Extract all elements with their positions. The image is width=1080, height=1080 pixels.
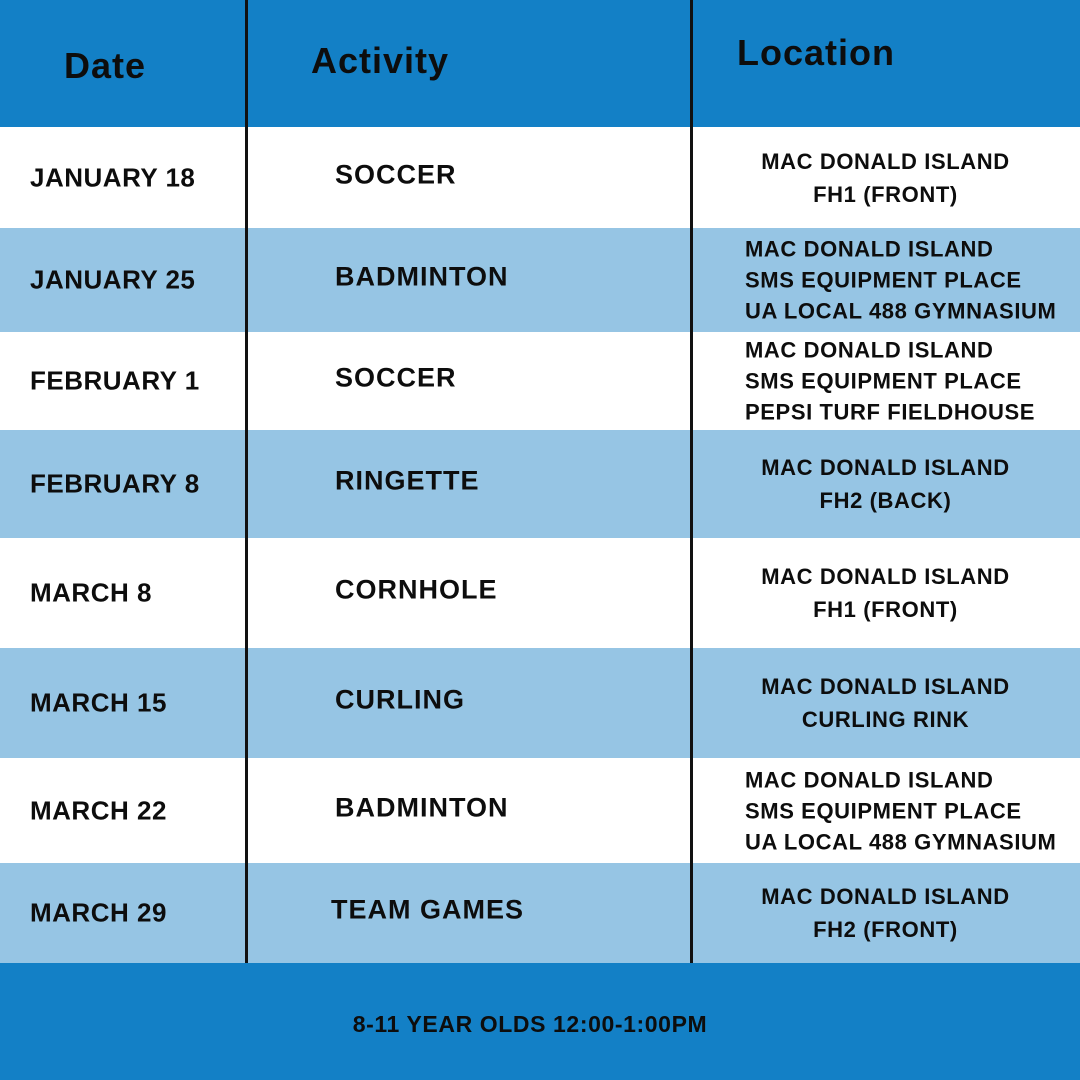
location-line: PEPSI TURF FIELDHOUSE: [745, 399, 1036, 425]
location-line: FH2 (BACK): [819, 488, 952, 513]
activity-cell: CURLING: [335, 684, 465, 715]
location-line: MAC DONALD ISLAND: [745, 337, 994, 363]
date-cell: FEBRUARY 1: [30, 365, 200, 396]
location-cell: [691, 764, 1080, 857]
location-cell: [691, 234, 1080, 327]
date-cell: MARCH 29: [30, 897, 167, 928]
location-line: MAC DONALD ISLAND: [761, 674, 1010, 699]
location-line: CURLING RINK: [801, 707, 970, 732]
table-row: [0, 758, 1080, 863]
table-row: [0, 332, 1080, 430]
date-cell: FEBRUARY 8: [30, 468, 200, 499]
location-line: UA LOCAL 488 GYMNASIUM: [745, 298, 1057, 324]
location-line: SMS EQUIPMENT PLACE: [745, 267, 1022, 293]
date-cell: MARCH 8: [30, 577, 152, 608]
location-line: FH1 (FRONT): [813, 597, 958, 622]
footer-text: 8-11 YEAR OLDS 12:00-1:00PM: [352, 1011, 708, 1037]
activity-cell: CORNHOLE: [335, 574, 498, 605]
location-cell: [691, 670, 1080, 736]
table-row: [0, 863, 1080, 963]
location-line: MAC DONALD ISLAND: [761, 148, 1010, 174]
location-line: MAC DONALD ISLAND: [761, 564, 1010, 589]
activity-cell: TEAM GAMES: [331, 894, 525, 925]
location-cell: [691, 335, 1080, 428]
column-divider: [690, 0, 693, 963]
location-cell: [691, 451, 1080, 517]
location-line: SMS EQUIPMENT PLACE: [745, 368, 1022, 394]
table-row: [0, 538, 1080, 648]
activity-cell: BADMINTON: [335, 791, 509, 822]
activity-cell: BADMINTON: [335, 261, 509, 292]
location-line: FH2 (FRONT): [813, 917, 958, 942]
location-line: FH1 (FRONT): [813, 181, 958, 207]
table-row: [0, 648, 1080, 758]
date-cell: MARCH 15: [30, 687, 167, 718]
location-line: MAC DONALD ISLAND: [761, 455, 1010, 480]
table-header: [0, 0, 1080, 127]
location-line: MAC DONALD ISLAND: [761, 884, 1010, 909]
location-cell: [691, 145, 1080, 211]
table-row: [0, 127, 1080, 228]
header-activity: Activity: [311, 40, 450, 81]
activity-cell: RINGETTE: [335, 465, 480, 496]
activity-cell: SOCCER: [335, 362, 457, 393]
date-cell: JANUARY 25: [30, 264, 196, 295]
location-line: UA LOCAL 488 GYMNASIUM: [745, 829, 1057, 854]
location-cell: [691, 560, 1080, 626]
header-date: Date: [64, 45, 147, 86]
header-location: Location: [737, 32, 895, 73]
location-line: MAC DONALD ISLAND: [745, 767, 994, 792]
activity-cell: SOCCER: [335, 158, 457, 189]
location-line: MAC DONALD ISLAND: [745, 236, 994, 262]
date-cell: JANUARY 18: [30, 162, 196, 192]
column-divider: [245, 0, 248, 963]
table-row: [0, 430, 1080, 538]
location-cell: [691, 880, 1080, 946]
table-row: [0, 228, 1080, 332]
location-line: SMS EQUIPMENT PLACE: [745, 798, 1022, 823]
footer-banner: [0, 963, 1080, 1080]
date-cell: MARCH 22: [30, 795, 167, 825]
